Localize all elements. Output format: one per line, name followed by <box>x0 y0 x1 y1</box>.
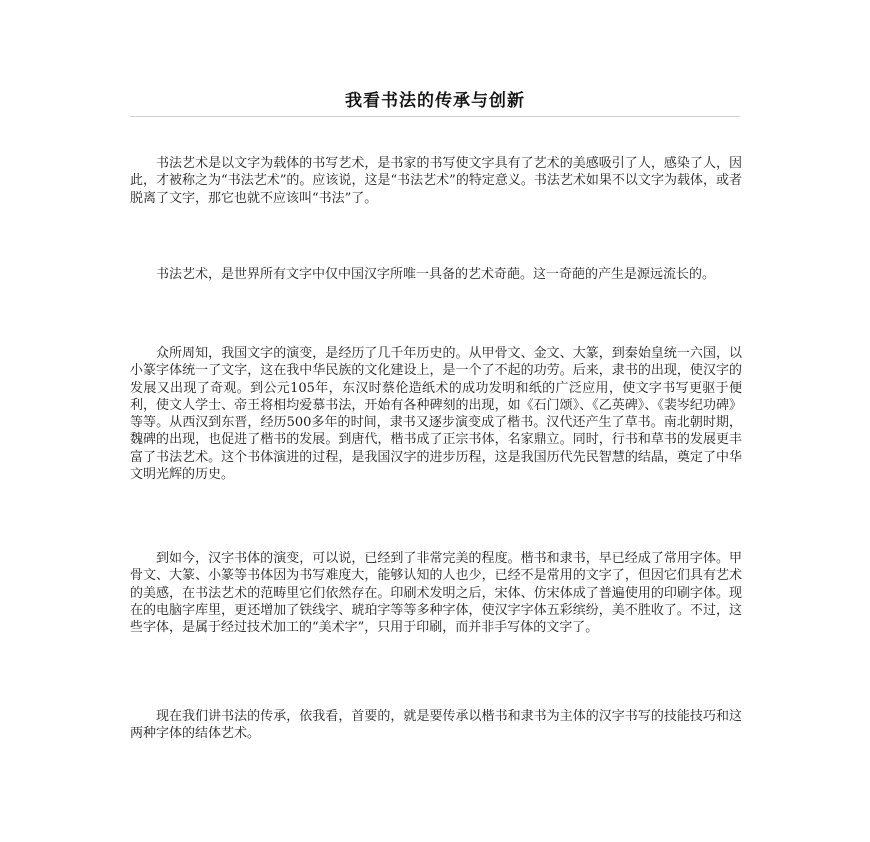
paragraph-3: 众所周知，我国文字的演变，是经历了几千年历史的。从甲骨文、金文、大篆，到秦始皇统一六国，以小篆字体统一了文字，这在我中华民族的文化建设上，是一个了不起的功劳。后来，隶书的出现，使汉字的发展又出现了奇观。到公元105年，东汉时蔡伦造纸术的成功发明和纸的广泛应用，使文字书写更驱于便利，使文人学士、帝王将相均爱慕书法，开始有各种碑刻的出现，如《石门颂》、《乙英碑》、《裴岑纪功碑》等等。从西汉到东晋，经历500多年的时间，隶书又逐步演变成了楷书。汉代还产生了草书。南北朝时期，魏碑的出现，也促进了楷书的发展。到唐代，楷书成了正宗书体，名家鼎立。同时，行书和草书的发展更丰富了书法艺术。这个书体演进的过程，是我国汉字的进步历程，这是我国历代先民智慧的结晶，奠定了中华文明光辉的历史。 <box>130 346 742 483</box>
paragraph-1: 书法艺术是以文字为载体的书写艺术，是书家的书写使文字具有了艺术的美感吸引了人，感染了人，因此，才被称之为“书法艺术”的。应该说，这是“书法艺术”的特定意义。书法艺术如果不以文字为载体，或者脱离了文字，那它也就不应该叫“书法”了。 <box>130 156 742 206</box>
paragraph-2: 书法艺术，是世界所有文字中仅中国汉字所唯一具备的艺术奇葩。这一奇葩的产生是源远流长的。 <box>156 267 716 282</box>
paragraph-4: 到如今，汉字书体的演变，可以说，已经到了非常完美的程度。楷书和隶书，早已经成了常用字体。甲骨文、大篆、小篆等书体因为书写难度大，能够认知的人也少，已经不是常用的文字了，但因它们具有艺术的美感，在书法艺术的范畴里它们依然存在。印刷术发明之后，宋体、仿宋体成了普遍使用的印刷字体。现在的电脑字库里，更还增加了铁线字、琥珀字等等多种字体，使汉字字体五彩缤纷，美不胜收了。不过，这些字体，是属于经过技术加工的“美术字”，只用于印刷，而并非手写体的文字了。 <box>130 551 742 636</box>
document-title: 我看书法的传承与创新 <box>345 91 525 111</box>
paragraph-5: 现在我们讲书法的传承，依我看，首要的，就是要传承以楷书和隶书为主体的汉字书写的技能技巧和这两种字体的结体艺术。 <box>130 709 742 742</box>
title-divider <box>130 116 740 117</box>
